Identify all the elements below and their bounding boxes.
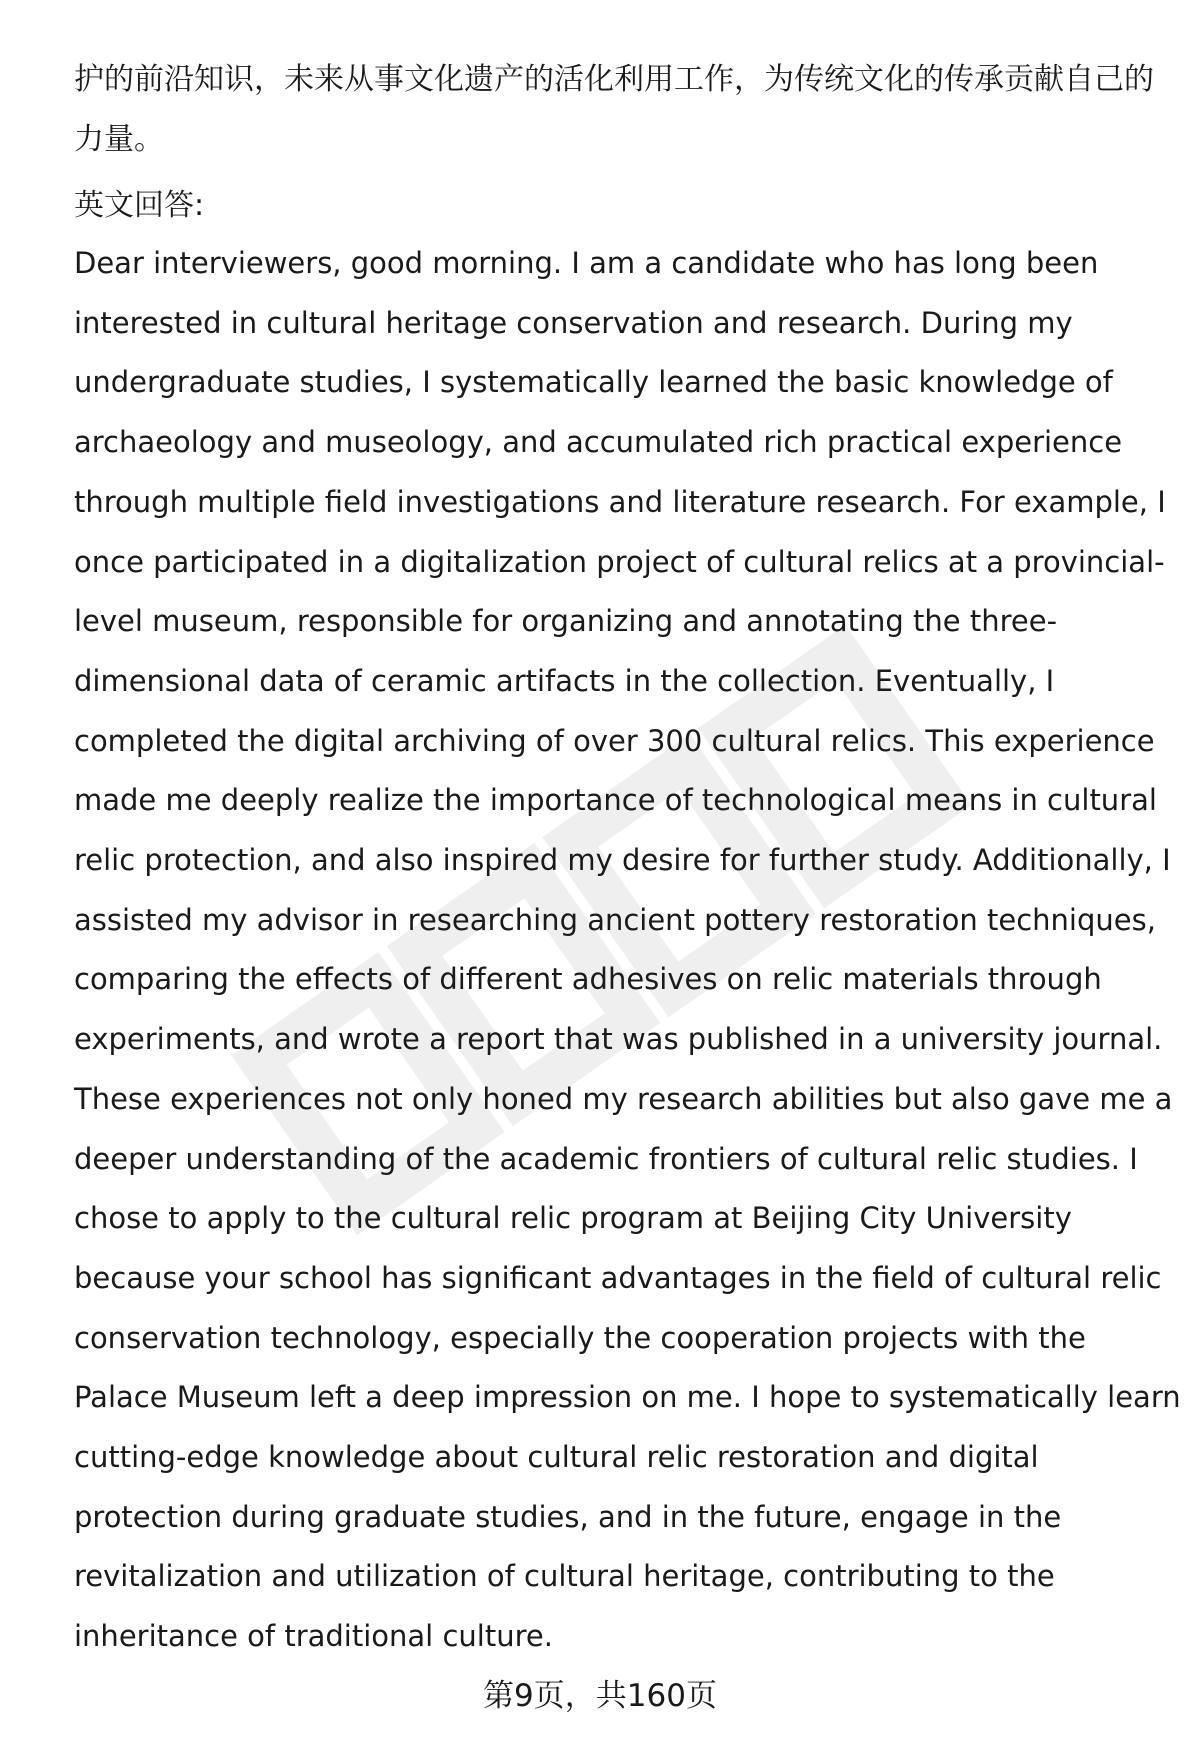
english-answer-line: completed the digital archiving of over 300 cultural relics. This experience: [74, 723, 1155, 758]
english-answer-line: Dear interviewers, good morning. I am a candidate who has long been: [74, 246, 1099, 280]
english-answer-line: These experiences not only honed my research abilities but also gave me a: [74, 1081, 1173, 1116]
english-answer-line: undergraduate studies, I systematically learned the basic knowledge of: [74, 365, 1113, 400]
english-answer-line: interested in cultural heritage conservation and research. During my: [74, 305, 1073, 340]
english-answer-line: archaeology and museology, and accumulated rich practical experience: [74, 425, 1123, 460]
english-answer-line: protection during graduate studies, and in the future, engage in the: [74, 1499, 1062, 1534]
english-answer-line: assisted my advisor in researching ancient pottery restoration techniques,: [74, 902, 1156, 937]
english-answer-label: 英文回答:: [74, 188, 205, 223]
english-answer-line: revitalization and utilization of cultural heritage, contributing to the: [74, 1559, 1055, 1594]
english-answer-line: made me deeply realize the importance of technological means in cultural: [74, 783, 1157, 818]
english-answer-line: dimensional data of ceramic artifacts in the collection. Eventually, I: [74, 663, 1055, 698]
english-answer-line: relic protection, and also inspired my desire for further study. Additionally, I: [74, 843, 1171, 878]
page-number-footer: 第9页，共160页: [483, 1678, 717, 1714]
english-answer-line: once participated in a digitalization project of cultural relics at a provincial-: [74, 544, 1165, 579]
english-answer-line: conservation technology, especially the cooperation projects with the: [74, 1320, 1086, 1355]
english-answer-line: Palace Museum left a deep impression on me. I hope to systematically learn: [74, 1380, 1181, 1415]
english-answer-line: deeper understanding of the academic frontiers of cultural relic studies. I: [74, 1141, 1138, 1176]
chinese-line-2: 力量。: [74, 122, 164, 157]
english-answer-line: inheritance of traditional culture.: [74, 1619, 553, 1654]
english-answer-line: level museum, responsible for organizing and annotating the three-: [74, 604, 1058, 639]
document-page: [74, 50, 1181, 1667]
english-answer-line: cutting-edge knowledge about cultural relic restoration and digital: [74, 1440, 1039, 1475]
chinese-answer-continuation: [74, 50, 1164, 170]
english-answer-paragraph: [74, 234, 1181, 1667]
english-answer-line: comparing the effects of different adhesives on relic materials through: [74, 962, 1102, 997]
english-answer-line: through multiple field investigations and literature research. For example, I: [74, 484, 1166, 519]
english-answer-line: chose to apply to the cultural relic program at Beijing City University: [74, 1201, 1072, 1236]
english-answer-line: experiments, and wrote a report that was published in a university journal.: [74, 1022, 1163, 1057]
english-answer-line: because your school has significant advantages in the field of cultural relic: [74, 1260, 1162, 1295]
chinese-line-1: 护的前沿知识，未来从事文化遗产的活化利用工作，为传统文化的传承贡献自己的: [74, 62, 1154, 97]
